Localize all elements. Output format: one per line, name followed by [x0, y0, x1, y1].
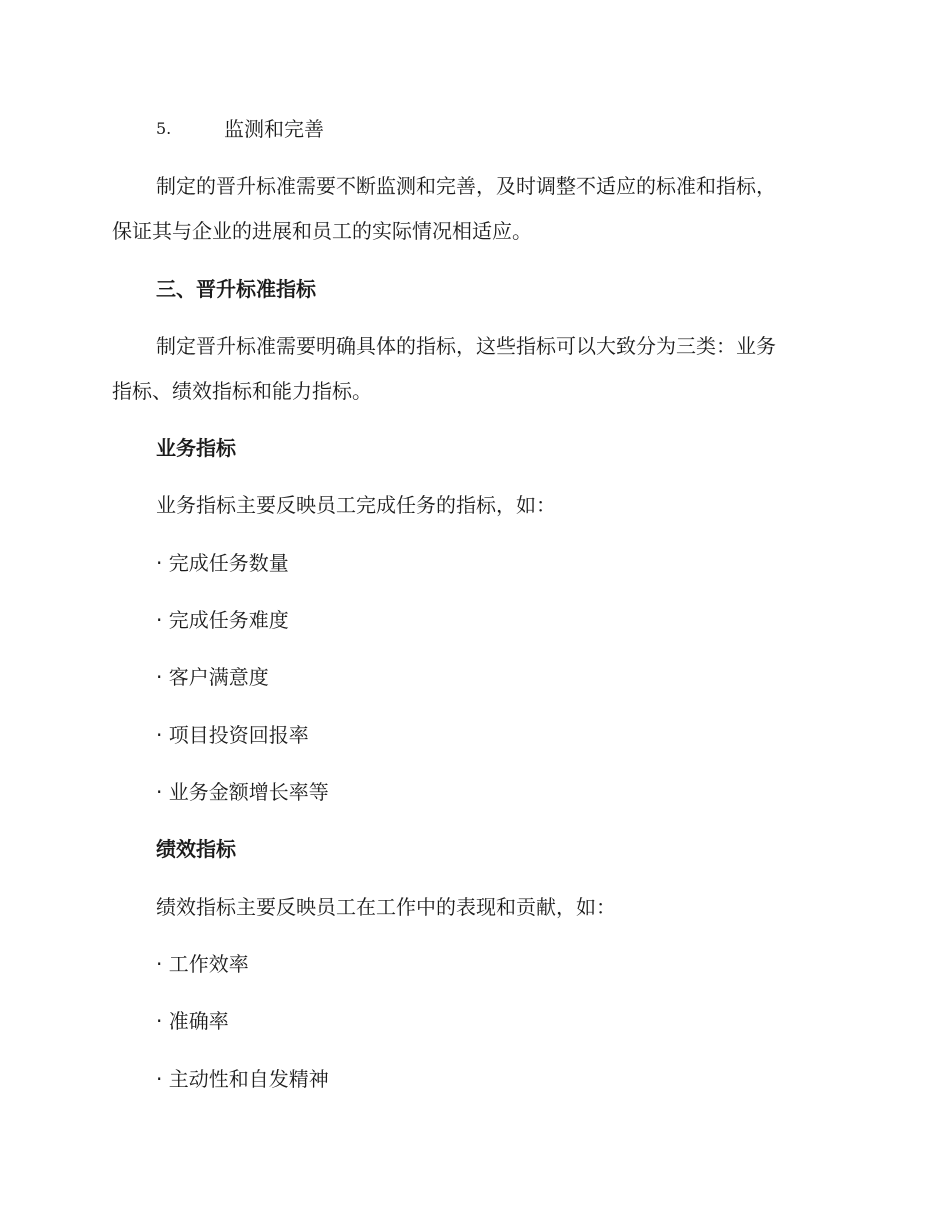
list-item: · 业务金额增长率等 — [156, 780, 329, 804]
paragraph-line: 制定的晋升标准需要不断监测和完善，及时调整不适应的标准和指标， — [156, 174, 776, 198]
paragraph-line: 绩效指标主要反映员工在工作中的表现和贡献，如： — [156, 895, 616, 919]
list-item: · 客户满意度 — [156, 665, 269, 689]
subsection-heading: 绩效指标 — [156, 837, 236, 861]
list-item: · 准确率 — [156, 1009, 229, 1033]
subsection-heading: 业务指标 — [156, 436, 236, 460]
section-title: 监测和完善 — [224, 117, 324, 141]
list-item: · 主动性和自发精神 — [156, 1067, 329, 1091]
list-item: · 项目投资回报率 — [156, 723, 309, 747]
paragraph-line: 保证其与企业的进展和员工的实际情况相适应。 — [112, 219, 532, 243]
paragraph-line: 业务指标主要反映员工完成任务的指标，如： — [156, 493, 556, 517]
section-number: 5. — [156, 119, 172, 138]
paragraph-line: 指标、绩效指标和能力指标。 — [112, 379, 372, 403]
list-item: · 完成任务难度 — [156, 608, 289, 632]
list-item: · 工作效率 — [156, 952, 249, 976]
section-heading: 三、晋升标准指标 — [156, 277, 316, 301]
list-item: · 完成任务数量 — [156, 551, 289, 575]
paragraph-line: 制定晋升标准需要明确具体的指标，这些指标可以大致分为三类：业务 — [156, 334, 776, 358]
